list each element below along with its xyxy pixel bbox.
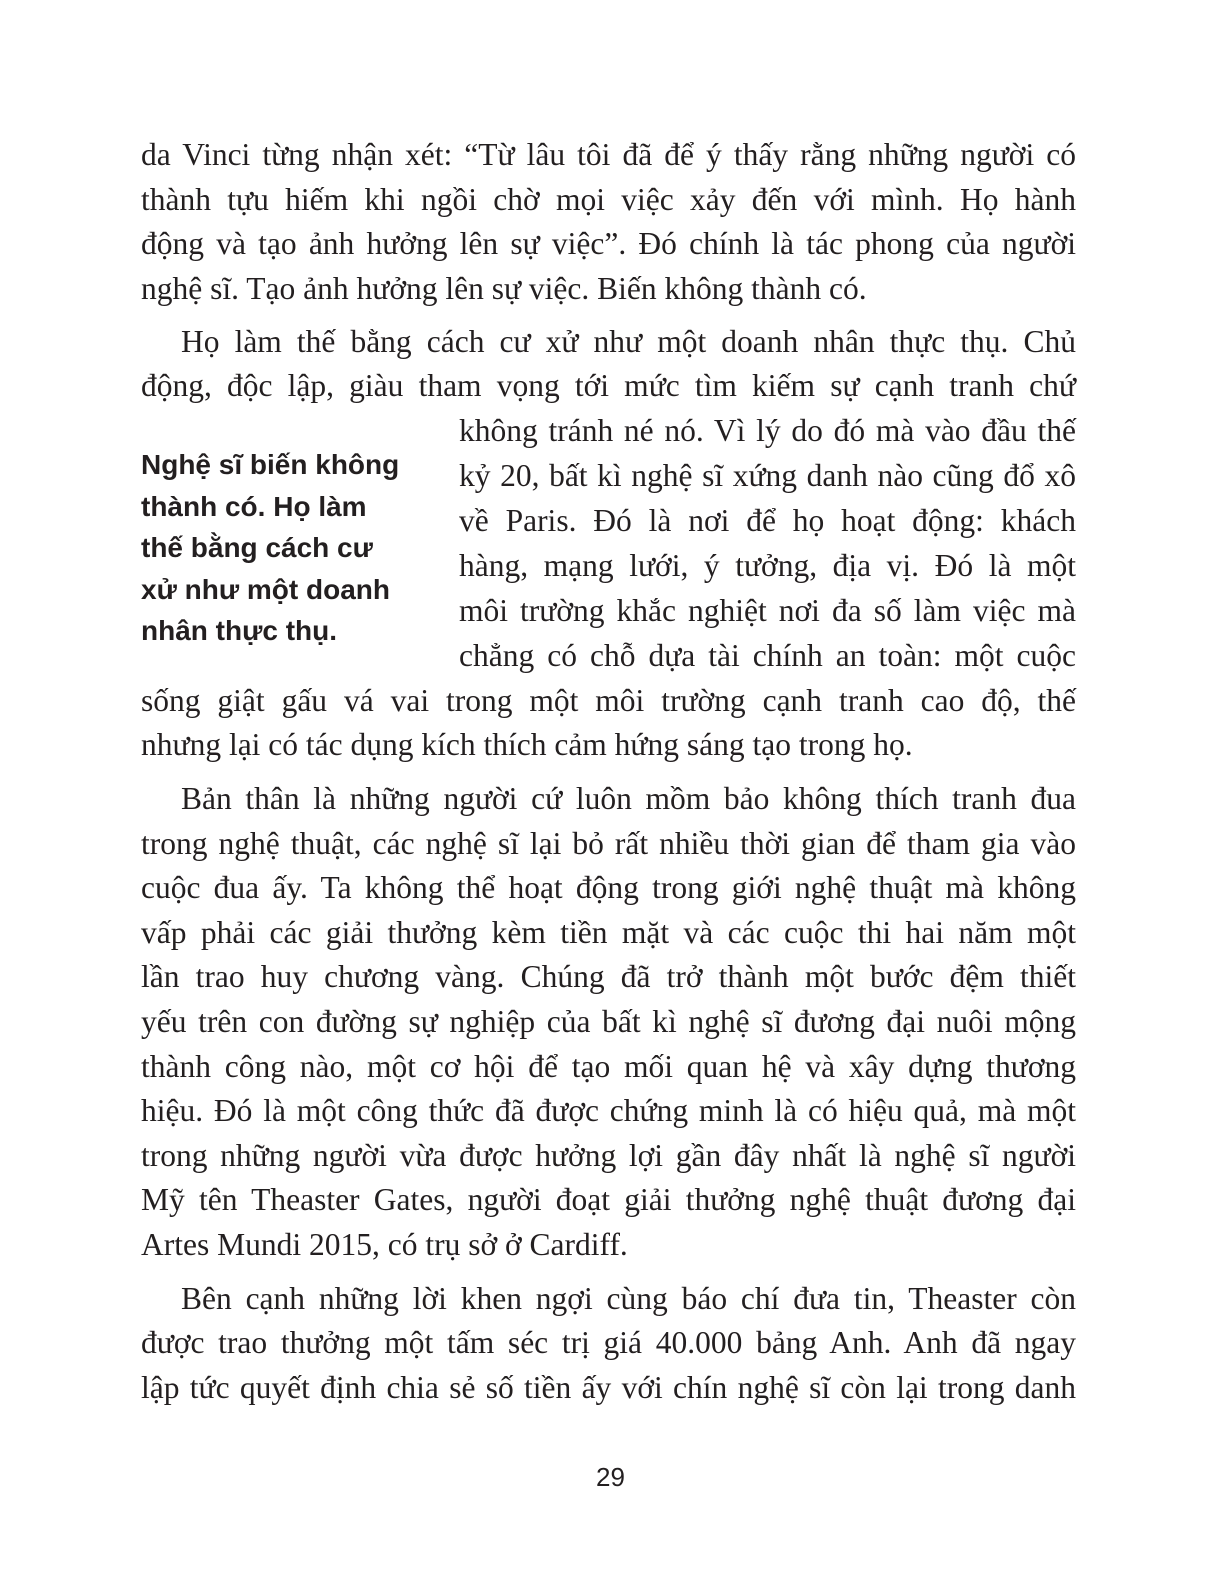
text-line: lập tức quyết định chia sẻ số tiền ấy với chín nghệ sĩ còn lại trong danh	[141, 1370, 1076, 1405]
pull-quote	[141, 444, 431, 652]
text-line: hàng, mạng lưới, ý tưởng, địa vị. Đó là một	[459, 548, 1076, 583]
text-line: kỷ 20, bất kì nghệ sĩ xứng danh nào cũng đổ xô	[459, 458, 1076, 493]
pull-quote-line: nhân thực thụ.	[141, 615, 338, 646]
text-line: Họ làm thế bằng cách cư xử như một doanh nhân thực thụ. Chủ	[181, 324, 1076, 359]
text-line: trong nghệ thuật, các nghệ sĩ lại bỏ rất nhiều thời gian để tham gia vào	[141, 826, 1076, 861]
text-line: da Vinci từng nhận xét: “Từ lâu tôi đã để ý thấy rằng những người có	[141, 137, 1076, 172]
text-line: hiệu. Đó là một công thức đã được chứng minh là có hiệu quả, mà một	[141, 1093, 1076, 1128]
text-line: môi trường khắc nghiệt nơi đa số làm việc mà	[459, 593, 1076, 628]
text-line: yếu trên con đường sự nghiệp của bất kì nghệ sĩ đương đại nuôi mộng	[141, 1004, 1076, 1039]
page-number: 29	[596, 1462, 625, 1492]
pull-quote-line: Nghệ sĩ biến không	[141, 449, 400, 480]
text-line: Bản thân là những người cứ luôn mồm bảo không thích tranh đua	[181, 781, 1076, 816]
text-line: được trao thưởng một tấm séc trị giá 40.000 bảng Anh. Anh đã ngay	[141, 1325, 1076, 1360]
text-line: Artes Mundi 2015, có trụ sở ở Cardiff.	[141, 1227, 628, 1262]
text-line: thành công nào, một cơ hội để tạo mối quan hệ và xây dựng thương	[141, 1049, 1076, 1084]
text-line: không tránh né nó. Vì lý do đó mà vào đầu thế	[459, 413, 1076, 448]
text-line: nhưng lại có tác dụng kích thích cảm hứng sáng tạo trong họ.	[141, 727, 913, 762]
text-line: chẳng có chỗ dựa tài chính an toàn: một cuộc	[459, 638, 1076, 673]
text-line: trong những người vừa được hưởng lợi gần đây nhất là nghệ sĩ người	[141, 1138, 1076, 1173]
pull-quote-line: thành có. Họ làm	[141, 490, 367, 522]
text-line: thành tựu hiếm khi ngồi chờ mọi việc xảy đến với mình. Họ hành	[141, 182, 1076, 217]
text-line: động và tạo ảnh hưởng lên sự việc”. Đó chính là tác phong của người	[141, 226, 1076, 261]
text-line: Mỹ tên Theaster Gates, người đoạt giải thưởng nghệ thuật đương đại	[141, 1182, 1076, 1217]
text-line: về Paris. Đó là nơi để họ hoạt động: khách	[459, 503, 1076, 538]
text-line: nghệ sĩ. Tạo ảnh hưởng lên sự việc. Biến không thành có.	[141, 271, 867, 306]
pull-quote-line: thế bằng cách cư	[141, 532, 373, 563]
text-line: lần trao huy chương vàng. Chúng đã trở thành một bước đệm thiết	[141, 959, 1076, 994]
pull-quote-line: xử như một doanh	[141, 573, 390, 605]
text-line: vấp phải các giải thưởng kèm tiền mặt và các cuộc thi hai năm một	[141, 915, 1076, 950]
text-line: cuộc đua ấy. Ta không thể hoạt động trong giới nghệ thuật mà không	[141, 870, 1076, 905]
text-line: Bên cạnh những lời khen ngợi cùng báo chí đưa tin, Theaster còn	[181, 1281, 1076, 1316]
text-line: sống giật gấu vá vai trong một môi trường cạnh tranh cao độ, thế	[141, 683, 1076, 718]
text-line: động, độc lập, giàu tham vọng tới mức tìm kiếm sự cạnh tranh chứ	[141, 368, 1076, 403]
